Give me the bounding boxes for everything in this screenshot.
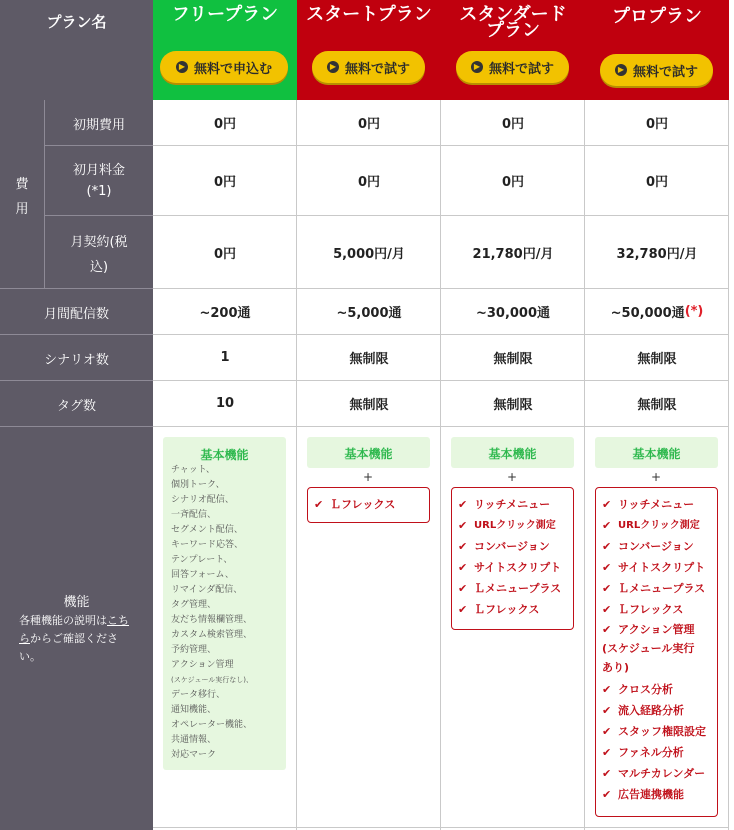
standard-basic-title: 基本機能 <box>488 447 537 461</box>
list-item <box>602 742 717 763</box>
first-month-label-cell <box>45 146 153 215</box>
tags-label-cell <box>0 381 153 426</box>
divider <box>153 827 729 828</box>
divider <box>153 288 729 289</box>
list-item <box>602 620 717 679</box>
list-item: データ移行、 <box>171 690 226 700</box>
divider <box>0 426 153 427</box>
divider <box>153 215 729 216</box>
list-item: 通知機能、 <box>171 705 217 715</box>
scenarios-standard: 無制限 <box>441 335 585 380</box>
deliveries-label: 月間配信数 <box>43 307 109 322</box>
check-icon: ✔ <box>458 603 468 616</box>
tags-start: 無制限 <box>297 381 441 426</box>
list-item: 共通情報、 <box>171 735 217 745</box>
list-item <box>458 494 573 515</box>
pro-basic-box <box>595 437 718 468</box>
list-item <box>458 536 573 557</box>
features-description <box>19 612 144 666</box>
start-trial-button[interactable] <box>312 51 425 83</box>
divider <box>296 100 297 830</box>
monthly-free: 0円 <box>153 216 297 288</box>
start-plan-header <box>297 0 441 100</box>
list-item: シナリオ配信、 <box>171 495 234 505</box>
scenarios-label-cell <box>0 335 153 380</box>
check-icon: ✔ <box>602 561 612 574</box>
list-item <box>602 784 717 805</box>
feature-label-line1: アクション管理 <box>618 623 695 636</box>
list-item <box>314 494 429 515</box>
features-desc-text-3: い。 <box>19 650 41 663</box>
list-item <box>602 700 717 721</box>
monthly-label-line1: 月契約(税 <box>70 235 128 250</box>
divider <box>0 288 153 289</box>
scenarios-label: シナリオ数 <box>44 353 109 368</box>
pro-plan-title: プロプラン <box>612 6 702 27</box>
check-icon: ✔ <box>458 540 468 553</box>
list-item <box>458 515 573 536</box>
list-item <box>458 557 573 578</box>
first-month-pro: 0円 <box>585 146 729 215</box>
monthly-label-line2: 込) <box>89 260 109 275</box>
start-trial-button-label: 無料で試す <box>344 61 410 77</box>
tags-pro: 無制限 <box>585 381 729 426</box>
list-item <box>602 494 717 515</box>
first-month-start: 0円 <box>297 146 441 215</box>
list-item: オペレーター機能、 <box>171 720 253 730</box>
pro-extra-features <box>595 487 718 817</box>
list-item <box>602 679 717 700</box>
feature-label: コンバージョン <box>474 540 550 553</box>
arrow-circle-icon: ▶ <box>615 64 627 76</box>
feature-label: 広告連携機能 <box>618 788 684 801</box>
check-icon: ✔ <box>602 788 612 801</box>
feature-label: サイトスクリプト <box>618 561 706 574</box>
standard-plus: + <box>506 470 518 484</box>
check-icon: ✔ <box>602 704 612 717</box>
list-item <box>602 599 717 620</box>
free-plan-title: フリープラン <box>171 4 279 25</box>
check-icon: ✔ <box>458 519 468 532</box>
check-icon: ✔ <box>602 498 612 511</box>
monthly-pro: 32,780円/月 <box>585 216 729 288</box>
scenarios-free: 1 <box>153 335 297 380</box>
free-feature-list <box>171 463 282 763</box>
scenarios-pro: 無制限 <box>585 335 729 380</box>
divider <box>0 334 153 335</box>
first-month-label-line2: (*1) <box>86 184 112 199</box>
feature-label: 流入経路分析 <box>618 704 684 717</box>
initial-fee-free: 0円 <box>153 100 297 145</box>
divider <box>153 380 729 381</box>
pro-trial-button-label: 無料で試す <box>632 64 698 80</box>
free-basic-title: 基本機能 <box>200 448 249 462</box>
features-desc-text: 各種機能の説明は <box>19 614 107 627</box>
standard-basic-box <box>451 437 574 468</box>
free-apply-button[interactable] <box>160 51 288 83</box>
list-item: タグ管理、 <box>171 600 217 610</box>
divider <box>153 426 729 427</box>
standard-extra-features <box>451 487 574 630</box>
first-month-standard: 0円 <box>441 146 585 215</box>
feature-label: Ｌメニュープラス <box>618 582 706 595</box>
divider <box>153 334 729 335</box>
feature-label: URLクリック測定 <box>618 520 700 531</box>
pro-plus: + <box>650 470 662 484</box>
check-icon: ✔ <box>602 623 612 636</box>
list-item: アクション管理 <box>171 660 234 670</box>
plan-name-label: プラン名 <box>46 13 107 31</box>
list-item <box>458 578 573 599</box>
list-item <box>602 721 717 742</box>
list-item: 予約管理、 <box>171 645 217 655</box>
cost-group-cell <box>0 100 44 288</box>
standard-trial-button[interactable] <box>456 51 569 83</box>
tags-standard: 無制限 <box>441 381 585 426</box>
features-desc-link-2[interactable]: ら <box>19 632 30 645</box>
feature-label: クロス分析 <box>618 683 673 696</box>
free-features-box <box>163 437 286 770</box>
list-item: キーワード応答、 <box>171 540 244 550</box>
start-basic-box <box>307 437 430 468</box>
deliveries-pro: ~50,000通 <box>610 306 685 321</box>
check-icon: ✔ <box>602 540 612 553</box>
divider <box>0 380 153 381</box>
list-item: テンプレート、 <box>171 555 233 565</box>
feature-label: サイトスクリプト <box>474 561 562 574</box>
first-month-label-line1: 初月料金 <box>72 163 125 178</box>
list-item <box>458 599 573 620</box>
feature-label: ファネル分析 <box>618 746 684 759</box>
feature-label: スタッフ権限設定 <box>618 725 706 738</box>
divider <box>584 100 585 830</box>
check-icon: ✔ <box>602 683 612 696</box>
standard-plan-title-line2: プラン <box>486 20 540 41</box>
feature-label: Ｌメニュープラス <box>474 582 562 595</box>
features-desc-text-2: からご確認くださ <box>30 632 118 645</box>
list-item <box>602 536 717 557</box>
check-icon: ✔ <box>602 725 612 738</box>
standard-plan-header <box>441 0 585 100</box>
feature-label: リッチメニュー <box>618 498 695 511</box>
check-icon: ✔ <box>314 498 324 511</box>
cost-group-label-line2: 用 <box>15 202 29 217</box>
feature-label-line2: (スケジュール実行 <box>602 642 695 655</box>
list-item: 対応マーク <box>171 750 217 760</box>
feature-label <box>602 622 695 676</box>
features-label-cell <box>0 427 153 830</box>
check-icon: ✔ <box>602 582 612 595</box>
free-plan-header <box>153 0 297 100</box>
check-icon: ✔ <box>458 498 468 511</box>
deliveries-label-cell <box>0 289 153 334</box>
monthly-standard: 21,780円/月 <box>441 216 585 288</box>
pro-basic-title: 基本機能 <box>632 447 681 461</box>
monthly-start: 5,000円/月 <box>297 216 441 288</box>
feature-label-line3: あり) <box>602 661 630 674</box>
check-icon: ✔ <box>602 603 612 616</box>
feature-label: Ｌフレックス <box>618 603 684 616</box>
list-item: 一斉配信、 <box>171 510 217 520</box>
deliveries-pro-note: (*) <box>684 304 704 319</box>
list-item <box>602 515 717 536</box>
divider <box>45 215 153 216</box>
arrow-circle-icon: ▶ <box>176 61 188 73</box>
list-item <box>602 557 717 578</box>
arrow-circle-icon: ▶ <box>327 61 339 73</box>
feature-label: コンバージョン <box>618 540 694 553</box>
pro-trial-button[interactable] <box>600 54 713 86</box>
free-apply-button-label: 無料で申込む <box>193 61 272 77</box>
list-item: 回答フォーム、 <box>171 570 234 580</box>
list-item: 友だち情報欄管理、 <box>171 615 253 625</box>
initial-fee-label-cell <box>45 100 153 145</box>
deliveries-free: ~200通 <box>153 289 297 334</box>
check-icon: ✔ <box>602 519 612 532</box>
check-icon: ✔ <box>602 746 612 759</box>
initial-fee-standard: 0円 <box>441 100 585 145</box>
feature-label: マルチカレンダー <box>618 767 706 780</box>
check-icon: ✔ <box>458 561 468 574</box>
start-extra-features <box>307 487 430 523</box>
list-item <box>602 578 717 599</box>
feature-label: Ｌフレックス <box>474 603 540 616</box>
list-item: (スケジュール実行なし)、 <box>171 676 254 684</box>
list-item: 個別トーク、 <box>171 480 225 490</box>
feature-label: URLクリック測定 <box>474 520 556 531</box>
initial-fee-start: 0円 <box>297 100 441 145</box>
list-item: セグメント配信、 <box>171 525 243 535</box>
initial-fee-pro: 0円 <box>585 100 729 145</box>
start-plan-title: スタートプラン <box>306 4 432 25</box>
check-icon: ✔ <box>602 767 612 780</box>
plan-name-header <box>0 0 153 100</box>
pro-plan-header <box>585 0 729 100</box>
list-item: リマインダ配信、 <box>171 585 243 595</box>
divider <box>153 145 729 146</box>
standard-trial-button-label: 無料で試す <box>488 61 554 77</box>
arrow-circle-icon: ▶ <box>471 61 483 73</box>
divider <box>45 145 153 146</box>
features-desc-link[interactable]: こち <box>107 614 129 627</box>
deliveries-pro-cell <box>585 289 729 334</box>
first-month-free: 0円 <box>153 146 297 215</box>
scenarios-start: 無制限 <box>297 335 441 380</box>
feature-label: Ｌフレックス <box>330 498 396 511</box>
standard-plan-title-line1: スタンダード <box>459 4 567 25</box>
features-label: 機能 <box>63 595 90 610</box>
divider <box>728 100 729 830</box>
tags-label: タグ数 <box>56 399 96 414</box>
initial-fee-label: 初期費用 <box>72 118 125 133</box>
divider <box>440 100 441 830</box>
list-item: チャット、 <box>171 465 215 475</box>
feature-label: リッチメニュー <box>474 498 551 511</box>
start-plus: + <box>362 470 374 484</box>
check-icon: ✔ <box>458 582 468 595</box>
monthly-label-cell <box>45 216 153 288</box>
start-basic-title: 基本機能 <box>344 447 393 461</box>
list-item <box>602 763 717 784</box>
deliveries-start: ~5,000通 <box>297 289 441 334</box>
tags-free: 10 <box>153 381 297 426</box>
list-item: カスタム検索管理、 <box>171 630 253 640</box>
deliveries-standard: ~30,000通 <box>441 289 585 334</box>
cost-group-label-line1: 費 <box>15 177 29 192</box>
